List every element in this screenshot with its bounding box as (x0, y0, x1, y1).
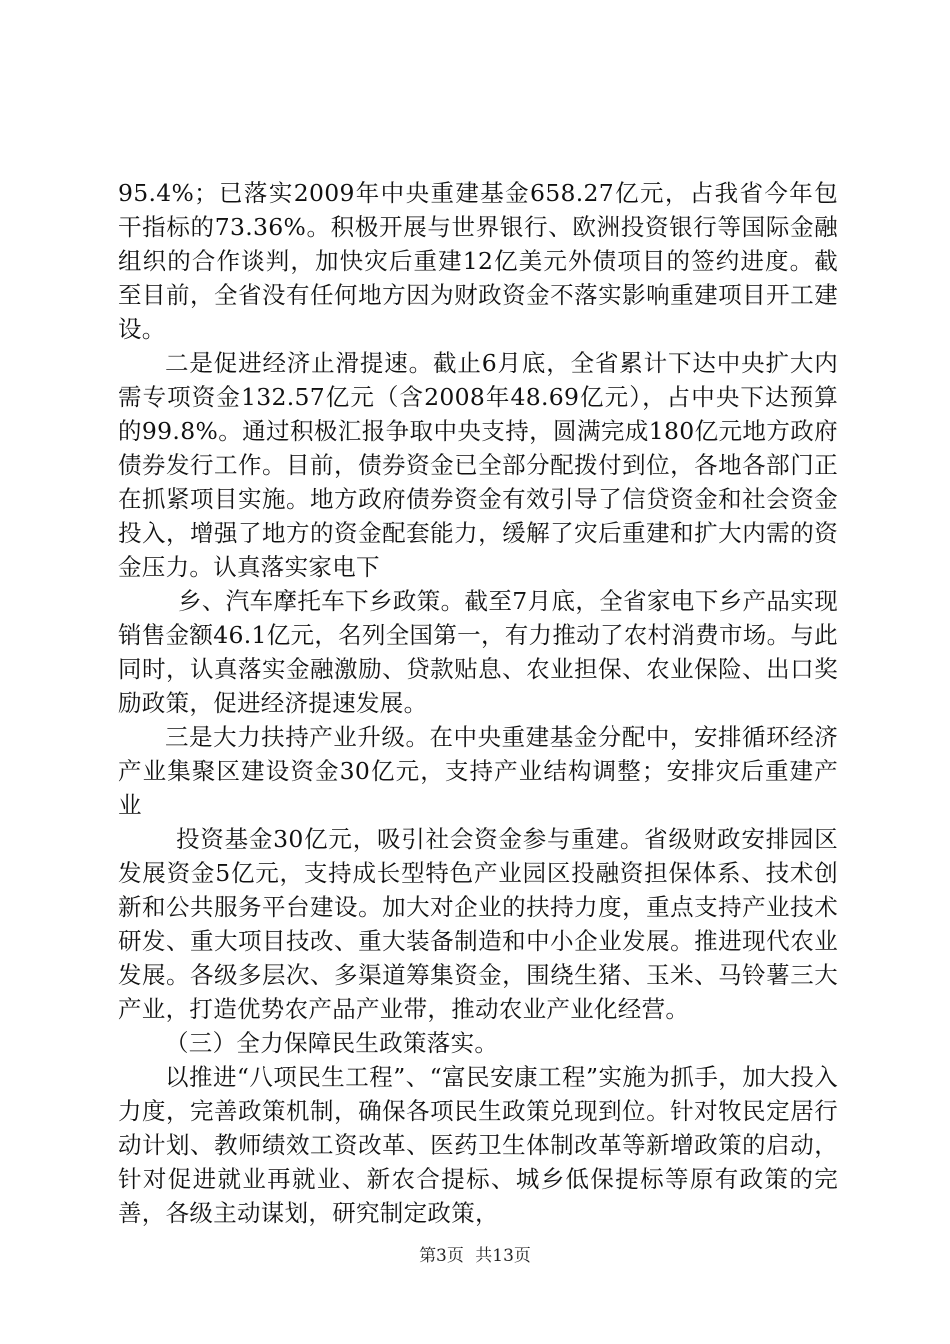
page-footer (0, 1246, 950, 1266)
paragraph-investment-fund: 投资基金30亿元，吸引社会资金参与重建。省级财政安排园区发展资金5亿元，支持成长型特色产业园区投融资担保体系、技术创新和公共服务平台建设。加大对企业的扶持力度，重点支持产业技术研发、重大项目技改、重大装备制造和中小企业发展。推进现代农业发展。各级多层次、多渠道筹集资金，围绕生猪、玉米、马铃薯三大产业，打造优势农产品产业带，推动农业产业化经营。 (118, 825, 838, 1023)
paragraph-livelihood: 以推进“八项民生工程”、“富民安康工程”实施为抓手，加大投入力度，完善政策机制，确保各项民生政策兑现到位。针对牧民定居行动计划、教师绩效工资改革、医药卫生体制改革等新增政策的启动，针对促进就业再就业、新农合提标、城乡低保提标等原有政策的完善，各级主动谋划，研究制定政策， (118, 1063, 838, 1227)
paragraph-industry: 三是大力扶持产业升级。在中央重建基金分配中，安排循环经济产业集聚区建设资金30亿元，支持产业结构调整；安排灾后重建产业 (118, 723, 838, 819)
paragraph-rural-consumption: 乡、汽车摩托车下乡政策。截至7月底，全省家电下乡产品实现销售金额46.1亿元，名列全国第一，有力推动了农村消费市场。与此同时，认真落实金融激励、贷款贴息、农业担保、农业保险、出口奖励政策，促进经济提速发展。 (118, 587, 838, 717)
paragraph-economy: 二是促进经济止滑提速。截止6月底，全省累计下达中央扩大内需专项资金132.57亿元（含2008年48.69亿元），占中央下达预算的99.8%。通过积极汇报争取中央支持，圆满完成180亿元地方政府债券发行工作。目前，债券资金已全部分配拨付到位，各地各部门正在抓紧项目实施。地方政府债券资金有效引导了信贷资金和社会资金投入，增强了地方的资金配套能力，缓解了灾后重建和扩大内需的资金压力。认真落实家电下 (118, 349, 838, 581)
page-number: 第3页 (419, 1246, 464, 1266)
section-heading-livelihood: （三）全力保障民生政策落实。 (165, 1029, 499, 1057)
page-total: 共13页 (475, 1246, 531, 1266)
paragraph-continuation: 95.4%；已落实2009年中央重建基金658.27亿元，占我省今年包干指标的73.36%。积极开展与世界银行、欧洲投资银行等国际金融组织的合作谈判，加快灾后重建12亿美元外债项目的签约进度。截至目前，全省没有任何地方因为财政资金不落实影响重建项目开工建设。 (118, 179, 838, 343)
document-body (118, 176, 838, 1230)
